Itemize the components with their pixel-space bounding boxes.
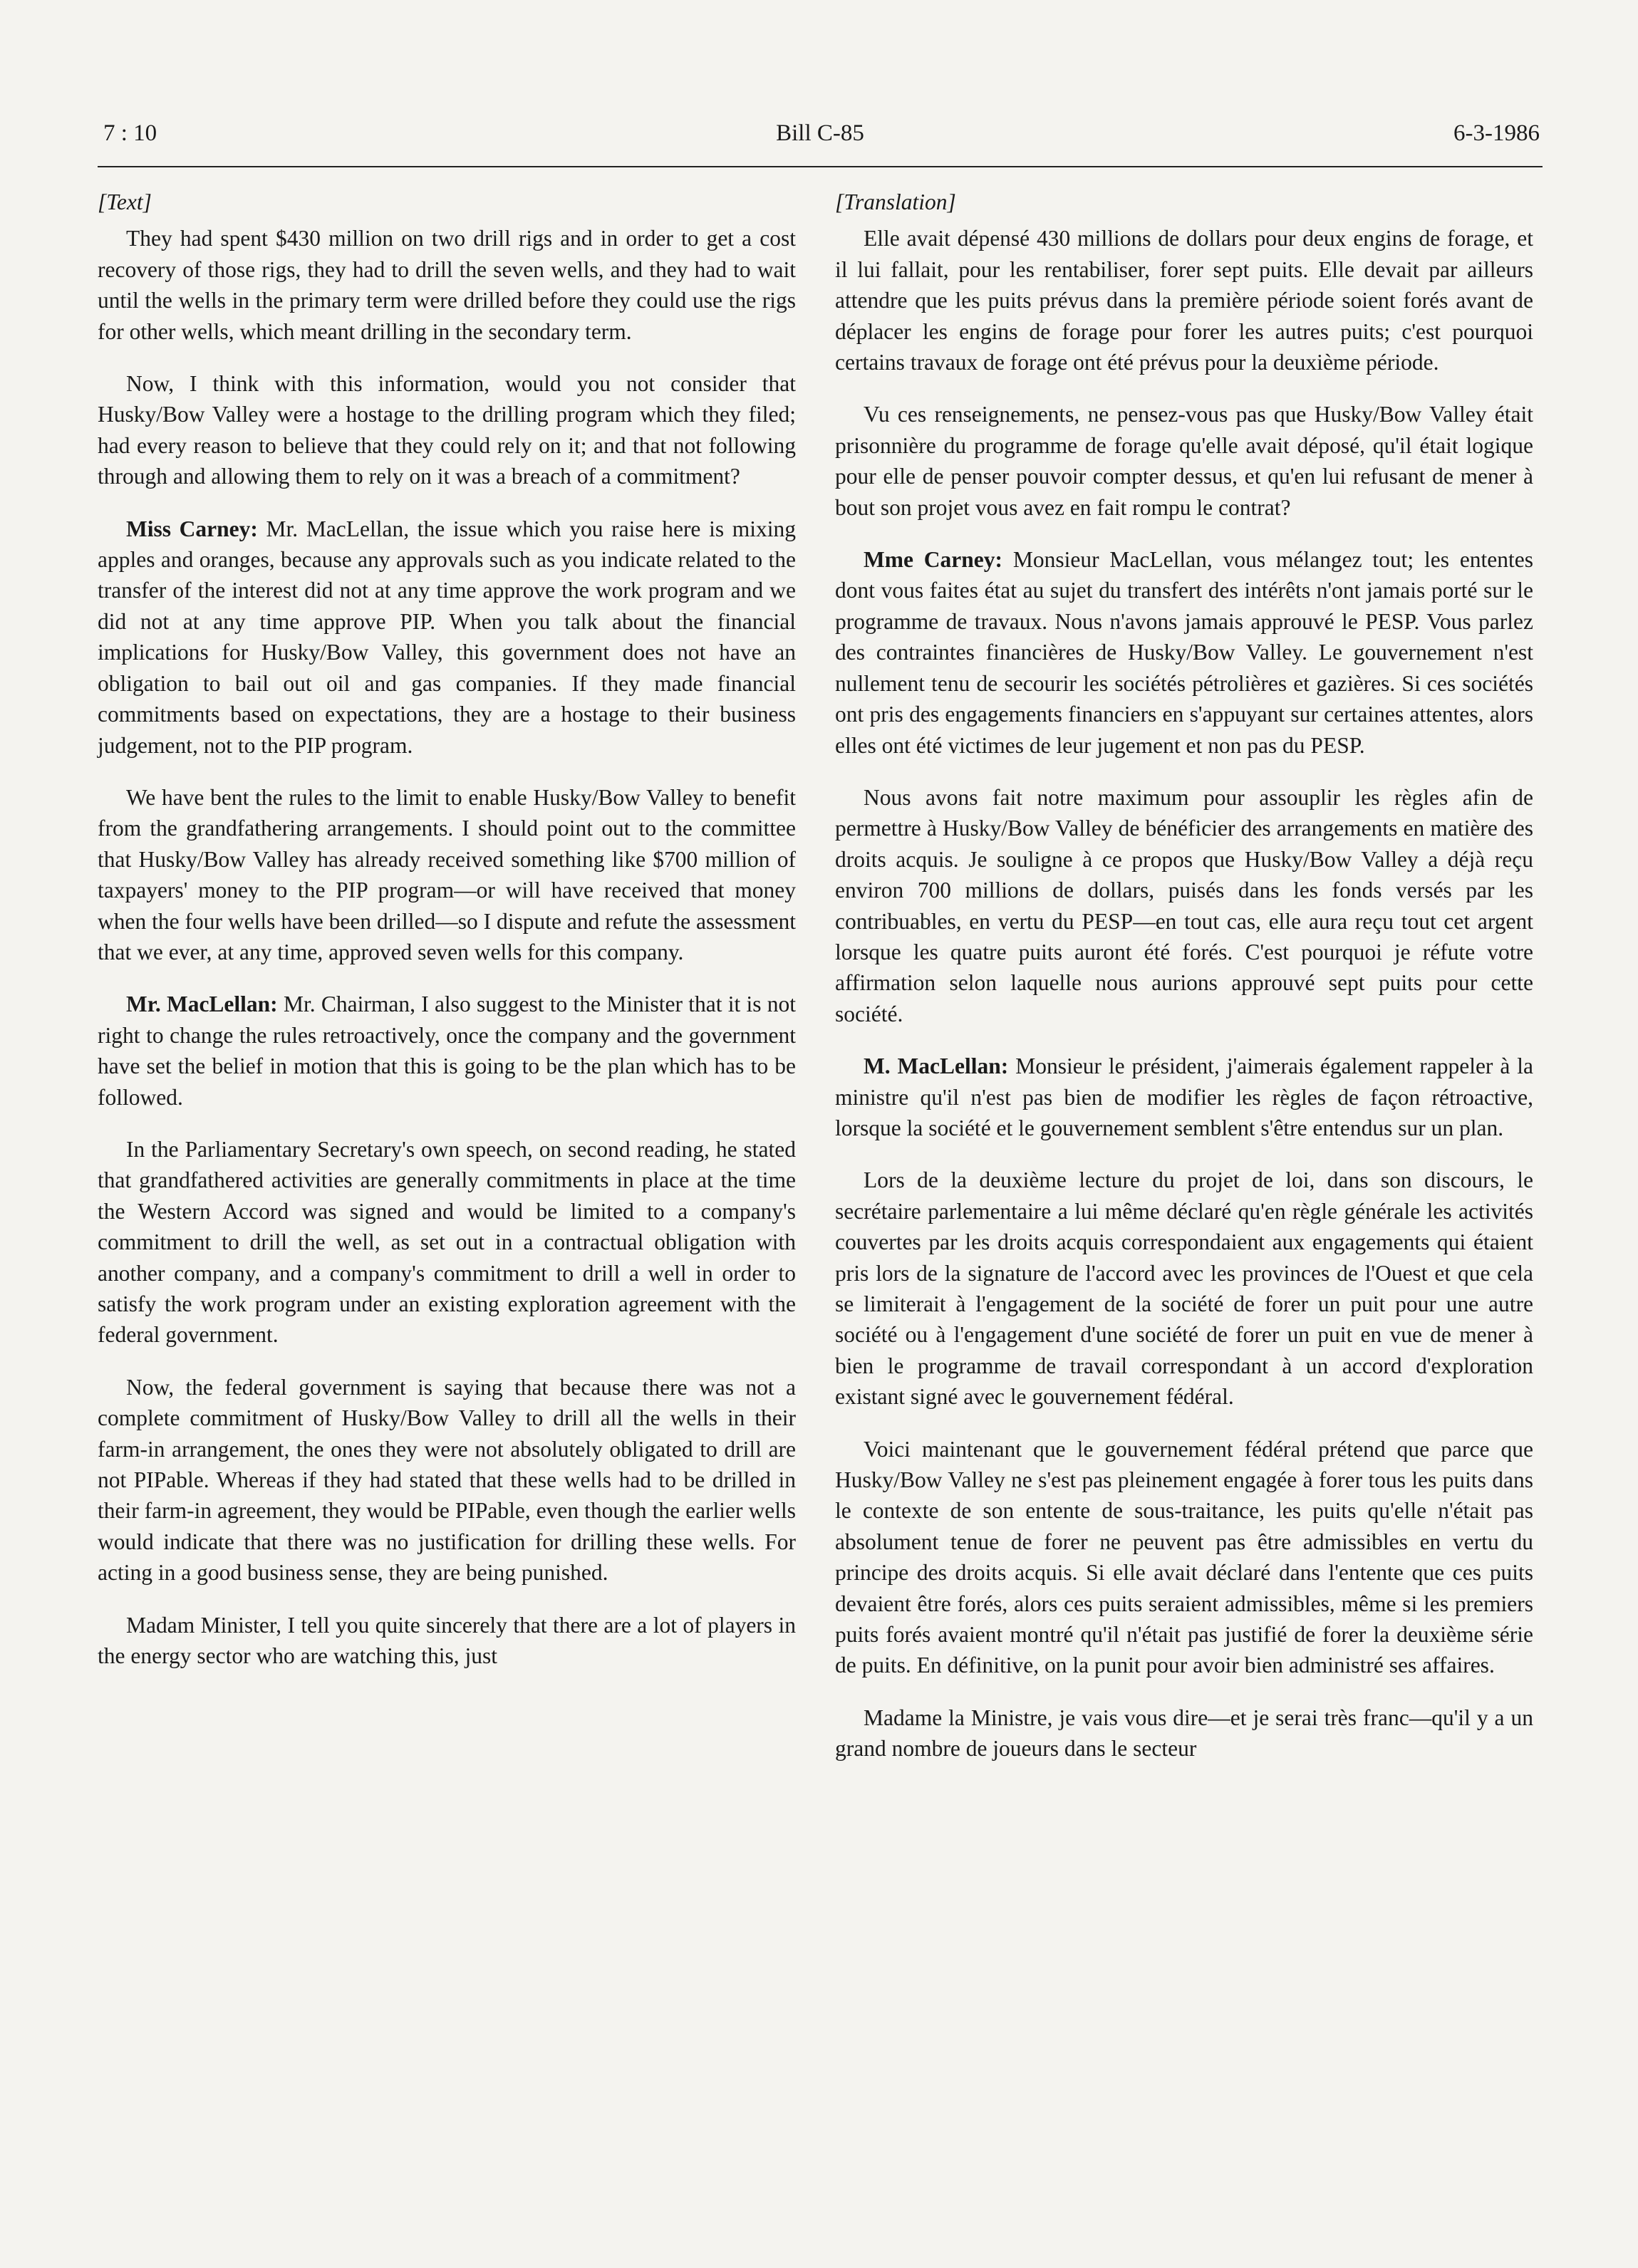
english-paragraph: [98, 223, 796, 347]
paragraph-text: Madam Minister, I tell you quite sincerely that there are a lot of players in the energy sector who are watching this, just: [98, 1612, 796, 1669]
translation-label: [Translation]: [835, 189, 956, 214]
page-number: 7 : 10: [103, 120, 157, 146]
french-paragraph: [835, 1165, 1533, 1412]
paragraph-text: Mr. Chairman, I also suggest to the Minister that it is not right to change the rules retroactively, once the company and the government have set the belief in motion that this is going to be the plan which has to be followed.: [98, 992, 797, 1110]
paragraph-text: Nous avons fait notre maximum pour assouplir les règles afin de permettre à Husky/Bow Valley de bénéficier des arrangements en matière des droits acquis. Je souligne à ce propos que Husky/Bow Valley a déjà reçu environ 700 millions de dollars, puisés dans les fonds versés par les contribuables, en vertu du PESP—en tout cas, elle aura reçu tout cet argent lorsque les quatre puits auront été forés. C'est pourquoi je réfute votre affirmation selon laquelle nous aurions approuvé sept puits pour cette société.: [835, 784, 1533, 1026]
paragraph-text: Vu ces renseignements, ne pensez-vous pas que Husky/Bow Valley était prisonnière du programme de forage qu'elle avait déposé, qu'il était logique pour elle de penser pouvoir compter dessus, et qu'en lui refusant de mener à bout son projet vous avez en fait rompu le contrat?: [835, 402, 1533, 520]
speaker-name: Mme Carney:: [864, 547, 1003, 573]
english-paragraph: [98, 1610, 796, 1672]
paragraph-text: Now, the federal government is saying that because there was not a complete commitment of Husky/Bow Valley to drill all the wells in their farm-in arrangement, the ones they were not absolutely obligated to drill are not PIPable. Whereas if they had stated that these wells had to be drilled in their farm-in agreement, they would be PIPable, even though the earlier wells would indicate that there was no justification for drilling these wells. For acting in a good business sense, they are being punished.: [98, 1374, 796, 1586]
french-paragraph: [835, 1051, 1533, 1143]
paragraph-text: Lors de la deuxième lecture du projet de loi, dans son discours, le secrétaire parlementaire a lui même déclaré qu'en règle générale les activités couvertes par les droits acquis correspondaient aux engagements qui étaient pris lors de la signature de l'accord avec les provinces de l'Ouest et que cela se limiterait à l'engagement de la société de forer un puit pour une autre société ou à l'engagement d'une société de forer un puit en vue de mener à bien le programme de travail correspondant à un accord d'exploration existant signé avec le gouvernement fédéral.: [835, 1167, 1533, 1410]
speaker-name: Mr. MacLellan:: [126, 992, 278, 1017]
speaker-name: Miss Carney:: [126, 516, 258, 541]
paragraph-text: We have bent the rules to the limit to enable Husky/Bow Valley to benefit from the grandfathering arrangements. I should point out to the committee that Husky/Bow Valley has already received something like $700 million of taxpayers' money to the PIP program—or will have received that money when the four wells have been drilled—so I dispute and refute the assessment that we ever, at any time, approved seven wells for this company.: [98, 784, 796, 964]
text-label: [Text]: [98, 189, 152, 214]
header-date: 6-3-1986: [1453, 120, 1540, 146]
english-paragraph: [98, 368, 796, 492]
french-paragraph: [835, 544, 1533, 761]
french-paragraph: [835, 399, 1533, 523]
paragraph-text: Now, I think with this information, would you not consider that Husky/Bow Valley were a hostage to the drilling program which they filed; had every reason to believe that they could rely on it; and that not following through and allowing them to rely on it was a breach of a commitment?: [98, 371, 796, 489]
french-column: [835, 187, 1533, 1786]
paragraph-text: In the Parliamentary Secretary's own speech, on second reading, he stated that grandfathered activities are generally commitments in place at the time the Western Accord was signed and would be limited to a company's commitment to drill the well, as set out in a contractual obligation with another company, and a company's commitment to drill a well in order to satisfy the work program under an existing exploration agreement with the federal government.: [98, 1136, 796, 1348]
speaker-name: M. MacLellan:: [864, 1054, 1009, 1079]
paragraph-text: Madame la Ministre, je vais vous dire—et je serai très franc—qu'il y a un grand nombre de joueurs dans le secteur: [835, 1705, 1533, 1762]
english-paragraph: [98, 1134, 796, 1351]
paragraph-text: Monsieur le président, j'aimerais également rappeler à la ministre qu'il n'est pas bien de modifier les règles de façon rétroactive, lorsque la société et le gouvernement semblent s'être entendus sur un plan.: [835, 1054, 1533, 1140]
english-paragraph: [98, 1372, 796, 1588]
french-paragraph: [835, 1702, 1533, 1764]
paragraph-text: They had spent $430 million on two drill rigs and in order to get a cost recovery of those rigs, they had to drill the seven wells, and they had to wait until the wells in the primary term were drilled before they could use the rigs for other wells, which meant drilling in the secondary term.: [98, 226, 796, 344]
bill-title: Bill C-85: [776, 120, 864, 146]
english-paragraph: [98, 782, 796, 967]
paragraph-text: Mr. MacLellan, the issue which you raise here is mixing apples and oranges, because any approvals such as you indicate related to the transfer of the interest did not at any time approve the work program and we did not at any time approve PIP. When you talk about the financial implications for Husky/Bow Valley, this government does not have an obligation to bail out oil and gas companies. If they made financial commitments based on expectations, they are a hostage to their business judgement, not to the PIP program.: [98, 516, 796, 758]
paragraph-text: Voici maintenant que le gouvernement fédéral prétend que parce que Husky/Bow Valley ne s'est pas pleinement engagée à forer tous les puits dans le contexte de son entente de sous-traitance, les puits qu'elle n'était pas absolument tenue de forer ne peuvent pas être admissibles en vertu du principe des droits acquis. Si elle avait déclaré dans l'entente que ces puits devaient être forés, alors ces puits seraient admissibles, même si les premiers puits forés avaient montré qu'il n'était pas justifié de forer la deuxième série de puits. En définitive, on la punit pour avoir bien administré ses affaires.: [835, 1436, 1533, 1678]
french-paragraph: [835, 223, 1533, 378]
page-header: [98, 116, 1543, 167]
paragraph-text: Monsieur MacLellan, vous mélangez tout; les ententes dont vous faites état au sujet du transfert des intérêts n'ont jamais porté sur le programme de travaux. Nous n'avons jamais approuvé le PESP. Vous parlez des contraintes financières de Husky/Bow Valley. Le gouvernement n'est nullement tenu de secourir les sociétés pétrolières et gazières. Si ces sociétés ont pris des engagements financiers en s'appuyant sur certaines attentes, alors elles ont été victimes de leur jugement et non pas du PESP.: [835, 547, 1534, 758]
french-paragraph: [835, 782, 1533, 1029]
english-column: [98, 187, 796, 1692]
paragraph-text: Elle avait dépensé 430 millions de dollars pour deux engins de forage, et il lui fallait, pour les rentabiliser, forer sept puits. Elle devait par ailleurs attendre que les puits prévus dans la première période soient forés avant de déplacer les engins de forage pour forer les autres puits; c'est pourquoi certains travaux de forage ont été prévus pour la deuxième période.: [835, 226, 1533, 375]
english-paragraph: [98, 514, 796, 761]
english-paragraph: [98, 989, 796, 1113]
french-paragraph: [835, 1434, 1533, 1681]
